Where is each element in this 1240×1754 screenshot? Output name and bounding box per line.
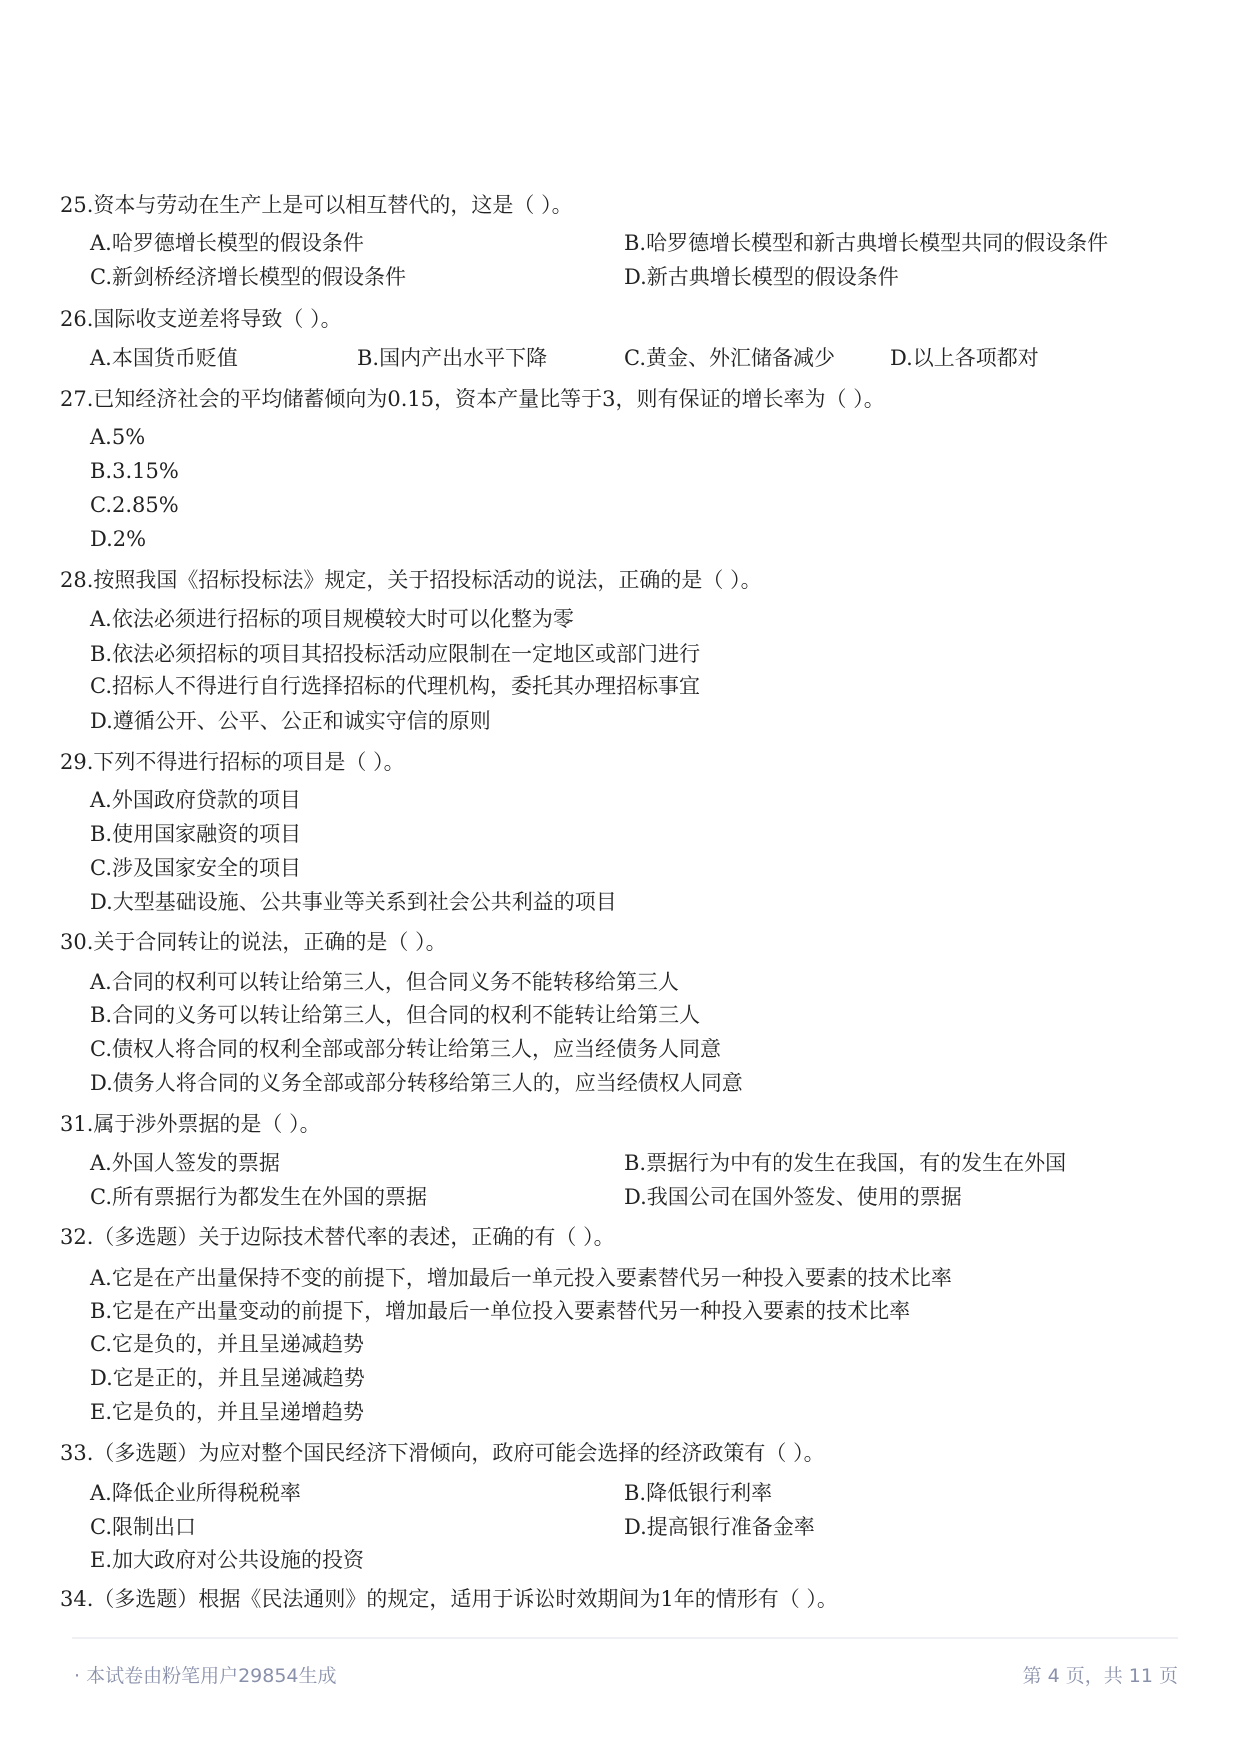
answer-option: B.降低银行利率: [624, 1481, 773, 1505]
answer-option: D.遵循公开、公平、公正和诚实守信的原则: [90, 709, 491, 733]
answer-option: C.它是负的，并且呈递减趋势: [90, 1332, 364, 1356]
question-stem: 27.已知经济社会的平均储蓄倾向为0.15，资本产量比等于3，则有保证的增长率为（ ）。: [60, 387, 885, 411]
question-stem: 25.资本与劳动在生产上是可以相互替代的，这是（ ）。: [60, 193, 573, 217]
question-stem: 33.（多选题）为应对整个国民经济下滑倾向，政府可能会选择的经济政策有（ ）。: [60, 1441, 825, 1465]
answer-option: A.它是在产出量保持不变的前提下，增加最后一单元投入要素替代另一种投入要素的技术比率: [90, 1266, 952, 1290]
answer-option: B.合同的义务可以转让给第三人，但合同的权利不能转让给第三人: [90, 1003, 701, 1027]
answer-option: A.5%: [90, 425, 146, 449]
question-stem: 32.（多选题）关于边际技术替代率的表述，正确的有（ ）。: [60, 1225, 615, 1249]
footer-divider: [72, 1637, 1178, 1639]
footer-page-info: 第 4 页，共 11 页: [1022, 1665, 1178, 1687]
question-stem: 31.属于涉外票据的是（ ）。: [60, 1112, 321, 1136]
answer-option: B.使用国家融资的项目: [90, 822, 302, 846]
answer-option: C.黄金、外汇储备减少: [624, 346, 835, 370]
question-stem: 26.国际收支逆差将导致（ ）。: [60, 307, 342, 331]
answer-option: C.涉及国家安全的项目: [90, 856, 301, 880]
answer-option: D.债务人将合同的义务全部或部分转移给第三人的，应当经债权人同意: [90, 1071, 743, 1095]
answer-option: E.加大政府对公共设施的投资: [90, 1548, 365, 1572]
answer-option: A.本国货币贬值: [90, 346, 238, 370]
answer-option: D.以上各项都对: [890, 346, 1039, 370]
answer-option: B.它是在产出量变动的前提下，增加最后一单位投入要素替代另一种投入要素的技术比率: [90, 1299, 911, 1323]
answer-option: B.依法必须招标的项目其招投标活动应限制在一定地区或部门进行: [90, 642, 701, 666]
footer-generated-by: · 本试卷由粉笔用户29854生成: [74, 1665, 337, 1687]
answer-option: D.提高银行准备金率: [624, 1515, 815, 1539]
question-stem: 30.关于合同转让的说法，正确的是（ ）。: [60, 930, 447, 954]
answer-option: C.限制出口: [90, 1515, 196, 1539]
answer-option: C.新剑桥经济增长模型的假设条件: [90, 265, 406, 289]
answer-option: C.2.85%: [90, 493, 179, 517]
answer-option: C.债权人将合同的权利全部或部分转让给第三人，应当经债务人同意: [90, 1037, 721, 1061]
answer-option: D.新古典增长模型的假设条件: [624, 265, 899, 289]
answer-option: B.哈罗德增长模型和新古典增长模型共同的假设条件: [624, 231, 1109, 255]
answer-option: A.哈罗德增长模型的假设条件: [90, 231, 364, 255]
answer-option: C.招标人不得进行自行选择招标的代理机构，委托其办理招标事宜: [90, 674, 700, 698]
answer-option: B.票据行为中有的发生在我国，有的发生在外国: [624, 1151, 1067, 1175]
answer-option: D.2%: [90, 527, 147, 551]
answer-option: D.它是正的，并且呈递减趋势: [90, 1366, 365, 1390]
answer-option: C.所有票据行为都发生在外国的票据: [90, 1185, 427, 1209]
answer-option: A.降低企业所得税税率: [90, 1481, 301, 1505]
answer-option: A.依法必须进行招标的项目规模较大时可以化整为零: [90, 607, 574, 631]
answer-option: B.3.15%: [90, 459, 179, 483]
answer-option: E.它是负的，并且呈递增趋势: [90, 1400, 365, 1424]
answer-option: A.合同的权利可以转让给第三人，但合同义务不能转移给第三人: [90, 970, 679, 994]
question-stem: 29.下列不得进行招标的项目是（ ）。: [60, 750, 405, 774]
question-stem: 34.（多选题）根据《民法通则》的规定，适用于诉讼时效期间为1年的情形有（ ）。: [60, 1587, 838, 1611]
answer-option: D.我国公司在国外签发、使用的票据: [624, 1185, 962, 1209]
answer-option: D.大型基础设施、公共事业等关系到社会公共利益的项目: [90, 890, 617, 914]
answer-option: B.国内产出水平下降: [357, 346, 548, 370]
question-stem: 28.按照我国《招标投标法》规定，关于招投标活动的说法，正确的是（ ）。: [60, 568, 762, 592]
answer-option: A.外国人签发的票据: [90, 1151, 280, 1175]
answer-option: A.外国政府贷款的项目: [90, 788, 301, 812]
